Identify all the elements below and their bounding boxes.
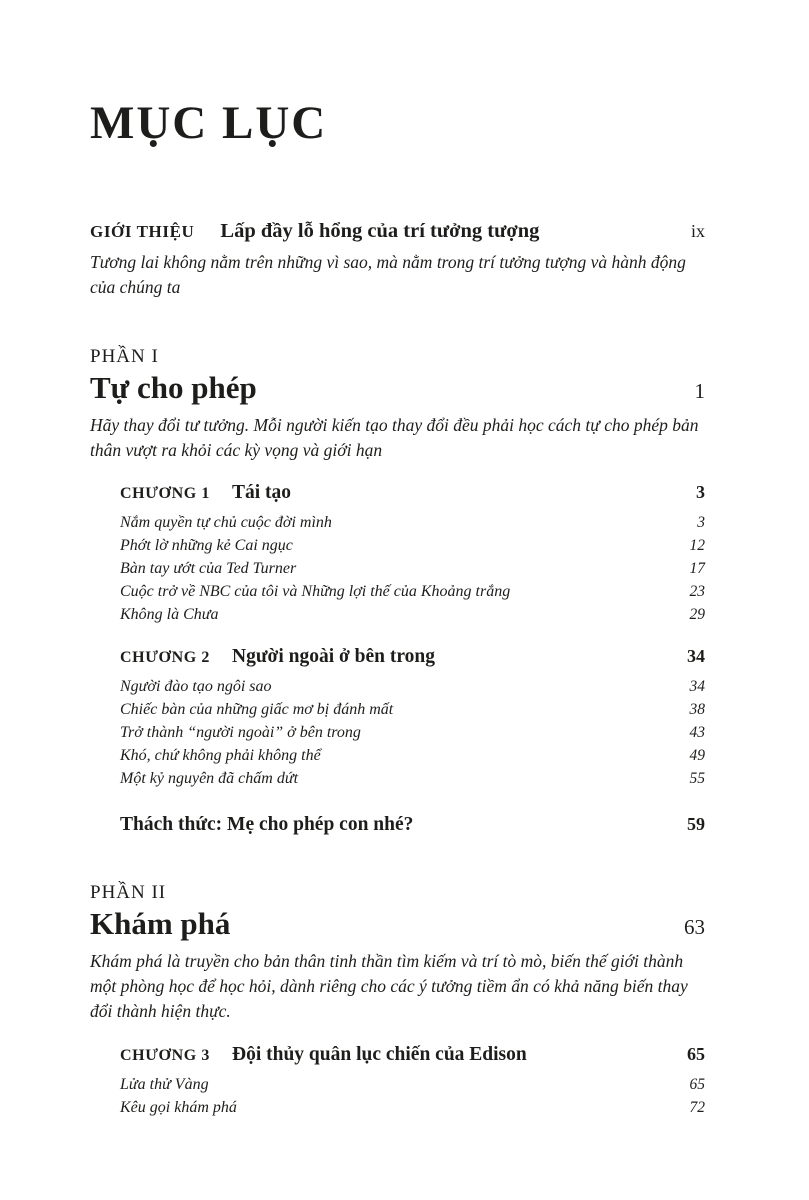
part-1-label: PHẦN I (90, 345, 159, 367)
toc-entry-introduction (90, 220, 705, 243)
intro-block (90, 220, 705, 300)
toc-entry (120, 721, 705, 744)
toc-entry (120, 557, 705, 580)
intro-title: Lấp đầy lỗ hổng của trí tưởng tượng (220, 220, 540, 242)
chapter-1-title: Tái tạo (231, 482, 292, 504)
toc-entry-part-1 (90, 370, 705, 406)
chapter-block-2 (120, 646, 705, 790)
toc-entry (120, 744, 705, 767)
toc-entry (120, 1073, 705, 1096)
toc-entry-chapter-3 (120, 1044, 705, 1066)
entry-title: Kêu gọi khám phá (120, 1098, 237, 1116)
entry-title: Cuộc trở về NBC của tôi và Những lợi thế của Khoảng trắng (120, 583, 511, 601)
challenge-page-number: 59 (687, 814, 705, 835)
toc-entry (120, 1096, 705, 1119)
part-2-page-number: 63 (684, 915, 705, 940)
challenge-title: Thách thức: Mẹ cho phép con nhé? (120, 814, 414, 836)
part-1-description: Hãy thay đổi tư tưởng. Mỗi người kiến tạo thay đổi đều phải học cách tự cho phép bản thân vượt ra khỏi các kỳ vọng và giới hạn (90, 414, 699, 460)
entry-title: Không là Chưa (120, 606, 219, 624)
chapter-2-title: Người ngoài ở bên trong (231, 646, 436, 668)
entry-title: Bàn tay ướt của Ted Turner (120, 560, 297, 578)
part-section-2 (90, 882, 705, 1119)
chapter-3-entries (120, 1073, 705, 1119)
part-1-title: Tự cho phép (90, 369, 257, 405)
entry-title: Chiếc bàn của những giấc mơ bị đánh mất (120, 701, 394, 719)
toc-entry (120, 603, 705, 626)
entry-page-number: 3 (697, 514, 705, 532)
entry-title: Một kỷ nguyên đã chấm dứt (120, 770, 299, 788)
toc-entry (120, 767, 705, 790)
part-2-title: Khám phá (90, 906, 231, 942)
part-section-1 (90, 346, 705, 837)
entry-page-number: 72 (689, 1098, 705, 1116)
chapter-1-page-number: 3 (696, 482, 705, 503)
entry-title: Lửa thử Vàng (120, 1075, 209, 1093)
part-2-label: PHẦN II (90, 882, 167, 904)
toc-entry (120, 675, 705, 698)
entry-page-number: 17 (689, 560, 705, 578)
entry-page-number: 55 (689, 770, 705, 788)
chapter-2-entries (120, 675, 705, 790)
part-2-description: Khám phá là truyền cho bản thân tinh thần tìm kiếm và trí tò mò, biến thế giới thành một phòng học để học hỏi, dành riêng cho các ý tưởng tiềm ẩn có khả năng biến thay đổi thành hiện thực. (90, 951, 688, 1022)
entry-title: Nắm quyền tự chủ cuộc đời mình (120, 514, 332, 532)
chapter-3-label: CHƯƠNG 3 (120, 1046, 210, 1064)
entry-title: Trở thành “người ngoài” ở bên trong (120, 724, 361, 742)
toc-entry-chapter-2 (120, 646, 705, 668)
chapter-3-page-number: 65 (687, 1043, 705, 1064)
entry-page-number: 43 (689, 724, 705, 742)
intro-label: GIỚI THIỆU (90, 222, 195, 241)
toc-entry-part-2 (90, 906, 705, 942)
part-1-page-number: 1 (694, 378, 705, 403)
toc-entry (120, 580, 705, 603)
entry-title: Khó, chứ không phải không thể (120, 747, 321, 765)
page-title: MỤC LỤC (90, 97, 328, 149)
intro-description: Tương lai không nằm trên những vì sao, mà nằm trong trí tưởng tượng và hành động của chúng ta (90, 252, 686, 297)
toc-entry (120, 511, 705, 534)
chapter-1-entries (120, 511, 705, 626)
chapter-3-title: Đội thủy quân lục chiến của Edison (231, 1043, 527, 1065)
entry-page-number: 38 (689, 701, 705, 719)
chapter-2-page-number: 34 (687, 646, 705, 667)
chapter-block-1 (120, 482, 705, 626)
entry-page-number: 34 (689, 678, 705, 696)
entry-page-number: 49 (689, 747, 705, 765)
entry-page-number: 65 (689, 1075, 705, 1093)
toc-entry (120, 698, 705, 721)
entry-page-number: 29 (689, 606, 705, 624)
entry-title: Người đào tạo ngôi sao (120, 678, 272, 696)
chapter-1-label: CHƯƠNG 1 (120, 485, 210, 503)
toc-entry-challenge (120, 814, 705, 836)
entry-page-number: 12 (689, 537, 705, 555)
entry-title: Phớt lờ những kẻ Cai ngục (120, 537, 293, 555)
chapter-2-label: CHƯƠNG 2 (120, 649, 210, 667)
toc-entry-chapter-1 (120, 482, 705, 504)
chapter-block-3 (120, 1044, 705, 1119)
intro-page-number: ix (690, 221, 705, 241)
entry-page-number: 23 (689, 583, 705, 601)
toc-entry (120, 534, 705, 557)
